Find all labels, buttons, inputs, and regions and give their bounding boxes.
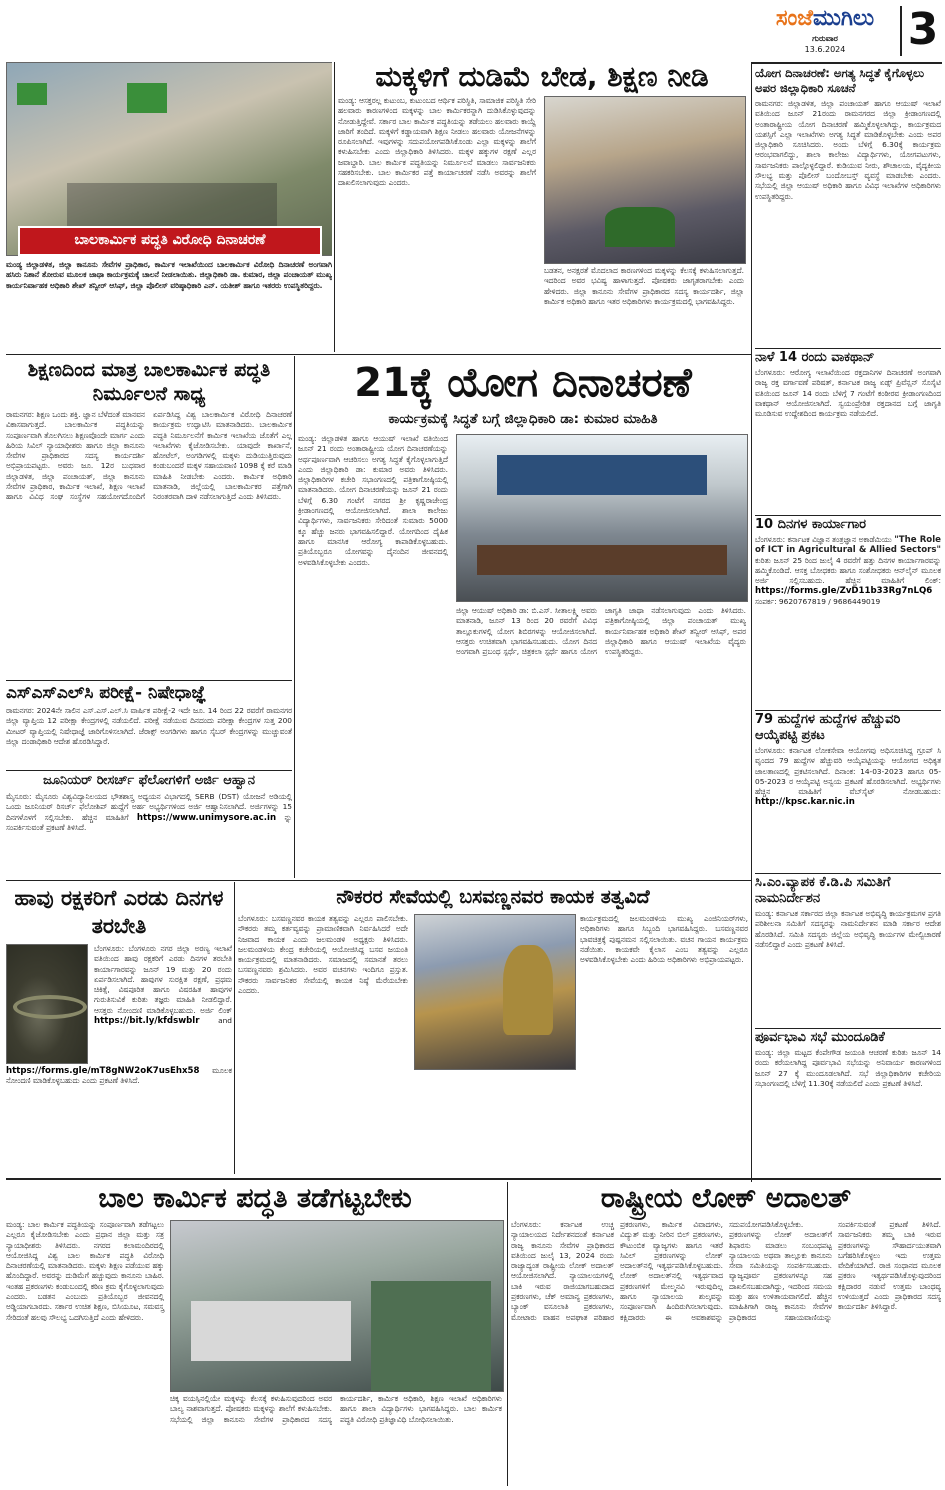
- body-left: ಬೆಂಗಳೂರು: ಬಸವಣ್ಣನವರ ಕಾಯಕ ತತ್ವವನ್ನು ಎಲ್ಲರೂ ಪಾಲಿಸಬೇಕು. ನೌಕರರು ತಮ್ಮ ಕರ್ತವ್ಯವನ್ನು ಪ್ರಾಮಾಣಿಕವಾಗಿ ನಿರ್ವಹಿಸಿದರೆ ಅದೇ ನಿಜವಾದ ಕಾಯಕ ಎಂದು ಜಲಮಂಡಳಿ ಅಧ್ಯಕ್ಷರು ತಿಳಿಸಿದರು. ಜಲಮಂಡಳಿಯ ಕೇಂದ್ರ ಕಚೇರಿಯಲ್ಲಿ ಆಯೋಜಿಸಿದ್ದ ಬಸವ ಜಯಂತಿ ಕಾರ್ಯಕ್ರಮದಲ್ಲಿ ಮಾತನಾಡಿದರು. ಸಮಾಜದಲ್ಲಿ ಸಮಾನತೆ ತರಲು ಬಸವಣ್ಣನವರು ಶ್ರಮಿಸಿದರು. ಅವರ ವಚನಗಳು ಇಂದಿಗೂ ಪ್ರಸ್ತುತ. ನೌಕರರು ಸಾರ್ವಜನಿಕರ ಸೇವೆಯಲ್ಲಿ ಕಾಯಕ ನಿಷ್ಠೆ ಮೆರೆಯಬೇಕು ಎಂದರು.: [238, 914, 408, 996]
- body-after: ಕುರಿತು ಜೂನ್ 25 ರಿಂದ ಜುಲೈ 4 ರವರೆಗೆ ಹತ್ತು ದಿನಗಳ ಕಾರ್ಯಾಗಾರವನ್ನು ಹಮ್ಮಿಕೊಂಡಿದೆ. ಆಸಕ್ತ ಬೋಧಕರು ಹಾಗೂ ಸಂಶೋಧಕರು ಆನ್‌ಲೈನ್ ಮೂಲಕ ಅರ್ಜಿ ಸಲ್ಲಿಸಬಹುದು. ಹೆಚ್ಚಿನ ಮಾಹಿತಿಗೆ ಲಿಂಕ್:: [755, 555, 941, 586]
- contact: ಸಂಪರ್ಕ: 9620767819 / 9686449019: [755, 596, 881, 606]
- body-after: ಮೂಲಕ ನೋಂದಣಿ ಮಾಡಿಕೊಳ್ಳಬಹುದು ಎಂದು ಪ್ರಕಟಣೆ ತಿಳಿಸಿದೆ.: [6, 1066, 232, 1086]
- body-right: ಚಿಕ್ಕ ವಯಸ್ಸಿನಲ್ಲಿಯೇ ಮಕ್ಕಳನ್ನು ಕೆಲಸಕ್ಕೆ ಕಳುಹಿಸುವುದರಿಂದ ಅವರ ಬಾಲ್ಯ ನಾಶವಾಗುತ್ತದೆ. ಪೋಷಕರು ಮಕ್ಕಳನ್ನು ಶಾಲೆಗೆ ಕಳುಹಿಸಬೇಕು. ಸಭೆಯಲ್ಲಿ ಜಿಲ್ಲಾ ಕಾನೂನು ಸೇವೆಗಳ ಪ್ರಾಧಿಕಾರದ ಸದಸ್ಯ ಕಾರ್ಯದರ್ಶಿ, ಕಾರ್ಮಿಕ ಅಧಿಕಾರಿ, ಶಿಕ್ಷಣ ಇಲಾಖೆ ಅಧಿಕಾರಿಗಳು ಹಾಗೂ ಶಾಲಾ ವಿದ್ಯಾರ್ಥಿಗಳು ಭಾಗವಹಿಸಿದ್ದರು. ಬಾಲ ಕಾರ್ಮಿಕ ಪದ್ಧತಿ ವಿರೋಧಿ ಪ್ರತಿಜ್ಞಾವಿಧಿ ಬೋಧಿಸಲಾಯಿತು.: [170, 1394, 502, 1424]
- body: ರಾಮನಗರ: 2024ನೇ ಸಾಲಿನ ಎಸ್.ಎಸ್.ಎಲ್.ಸಿ ವಾರ್ಷಿಕ ಪರೀಕ್ಷೆ-2 ಇದೇ ಜೂ. 14 ರಿಂದ 22 ರವರೆಗೆ ರಾಮನಗರ ಜಿಲ್ಲಾ ವ್ಯಾಪ್ತಿಯ 12 ಪರೀಕ್ಷಾ ಕೇಂದ್ರಗಳಲ್ಲಿ ನಡೆಯಲಿದೆ. ಪರೀಕ್ಷೆ ನಡೆಯುವ ದಿನದಂದು ಪರೀಕ್ಷಾ ಕೇಂದ್ರಗಳ ಸುತ್ತ 200 ಮೀಟರ್ ವ್ಯಾಪ್ತಿಯಲ್ಲಿ ನಿಷೇಧಾಜ್ಞೆ ಜಾರಿಗೊಳಿಸಲಾಗಿದೆ. ಜೆರಾಕ್ಸ್ ಅಂಗಡಿಗಳು ಹಾಗೂ ಸೈಬರ್ ಕೇಂದ್ರಗಳನ್ನು ಮುಚ್ಚುವಂತೆ ಜಿಲ್ಲಾ ದಂಡಾಧಿಕಾರಿ ಆದೇಶ ಹೊರಡಿಸಿದ್ದಾರೆ.: [6, 706, 292, 746]
- story-research-fellow: [6, 772, 292, 876]
- headline: 10 ದಿನಗಳ ಕಾರ್ಯಾಗಾರ: [755, 517, 867, 532]
- headline: ಪೂರ್ವಭಾವಿ ಸಭೆ ಮುಂದೂಡಿಕೆ: [755, 1030, 885, 1045]
- headline: ಹಾವು ರಕ್ಷಕರಿಗೆ ಎರಡು ದಿನಗಳ ತರಬೇತಿ: [14, 886, 224, 938]
- body-after: ನ್ನು ಸಂಪರ್ಕಿಸುವಂತೆ ಪ್ರಕಟಣೆ ತಿಳಿಸಿದೆ.: [6, 812, 292, 832]
- snake-link-1[interactable]: https://bit.ly/kfdswblr: [94, 1016, 200, 1027]
- top-left-body: ಮಂಡ್ಯ ಜಿಲ್ಲಾಡಳಿತ, ಜಿಲ್ಲಾ ಕಾನೂನು ಸೇವೆಗಳ ಪ್ರಾಧಿಕಾರ, ಕಾರ್ಮಿಕ ಇಲಾಖೆಯಿಂದ ಬಾಲಕಾರ್ಮಿಕ ವಿರೋಧಿ ದಿನಾಚರಣೆ ಅಂಗವಾಗಿ ಹಸಿರು ನಿಶಾನೆ ತೋರುವ ಮೂಲಕ ಜಾಥಾ ಕಾರ್ಯಕ್ರಮಕ್ಕೆ ಚಾಲನೆ ನೀಡಲಾಯಿತು. ಜಿಲ್ಲಾಧಿಕಾರಿ ಡಾ. ಕುಮಾರ, ಜಿಲ್ಲಾ ಪಂಚಾಯತ್ ಮುಖ್ಯ ಕಾರ್ಯನಿರ್ವಾಹಕ ಅಧಿಕಾರಿ ಶೇಖ್ ತನ್ವೀರ್ ಆಸಿಫ್, ಜಿಲ್ಲಾ ಪೊಲೀಸ್ ವರಿಷ್ಠಾಧಿಕಾರಿ ಎನ್. ಯತೀಶ್ ಹಾಗೂ ಇತರರು ಉಪಸ್ಥಿತರಿದ್ದರು.: [6, 260, 332, 290]
- body: ಬೆಂಗಳೂರು: ಕರ್ನಾಟಕ ಉಚ್ಚ ನ್ಯಾಯಾಲಯದ ನಿರ್ದೇಶನದಂತೆ ಕರ್ನಾಟಕ ರಾಜ್ಯ ಕಾನೂನು ಸೇವೆಗಳ ಪ್ರಾಧಿಕಾರದ ವತಿಯಿಂದ ಜುಲೈ 13, 2024 ರಂದು ರಾಜ್ಯಾದ್ಯಂತ ರಾಷ್ಟ್ರೀಯ ಲೋಕ್ ಅದಾಲತ್ ಆಯೋಜಿಸಲಾಗಿದೆ. ನ್ಯಾಯಾಲಯಗಳಲ್ಲಿ ಬಾಕಿ ಇರುವ ರಾಜಿಯಾಗಬಹುದಾದ ಪ್ರಕರಣಗಳು, ಚೆಕ್ ಅಮಾನ್ಯ ಪ್ರಕರಣಗಳು, ಬ್ಯಾಂಕ್ ವಸೂಲಾತಿ ಪ್ರಕರಣಗಳು, ಮೋಟಾರು ವಾಹನ ಅಪಘಾತ ಪರಿಹಾರ ಪ್ರಕರಣಗಳು, ಕಾರ್ಮಿಕ ವಿವಾದಗಳು, ವಿದ್ಯುತ್ ಮತ್ತು ನೀರಿನ ಬಿಲ್ ಪ್ರಕರಣಗಳು, ಕೌಟುಂಬಿಕ ವ್ಯಾಜ್ಯಗಳು ಹಾಗೂ ಇತರೆ ಸಿವಿಲ್ ಪ್ರಕರಣಗಳನ್ನು ಲೋಕ್ ಅದಾಲತ್‌ನಲ್ಲಿ ಇತ್ಯರ್ಥಪಡಿಸಿಕೊಳ್ಳಬಹುದು. ಲೋಕ್ ಅದಾಲತ್‌ನಲ್ಲಿ ಇತ್ಯರ್ಥವಾದ ಪ್ರಕರಣಗಳಿಗೆ ಮೇಲ್ಮನವಿ ಇರುವುದಿಲ್ಲ ಹಾಗೂ ನ್ಯಾಯಾಲಯ ಶುಲ್ಕವನ್ನು ಸಂಪೂರ್ಣವಾಗಿ ಹಿಂದಿರುಗಿಸಲಾಗುವುದು. ಕಕ್ಷಿದಾರರು ಈ ಅವಕಾಶವನ್ನು ಸದುಪಯೋಗಪಡಿಸಿಕೊಳ್ಳಬೇಕು. ಪ್ರಕರಣಗಳನ್ನು ಲೋಕ್ ಅದಾಲತ್‌ಗೆ ಶಿಫಾರಸು ಮಾಡಲು ಸಂಬಂಧಪಟ್ಟ ನ್ಯಾಯಾಲಯ ಅಥವಾ ತಾಲ್ಲೂಕು ಕಾನೂನು ಸೇವಾ ಸಮಿತಿಯನ್ನು ಸಂಪರ್ಕಿಸಬಹುದು. ವ್ಯಾಜ್ಯಪೂರ್ವ ಪ್ರಕರಣಗಳನ್ನೂ ಸಹ ದಾಖಲಿಸಬಹುದಾಗಿದ್ದು, ಇದರಿಂದ ಸಮಯ ಮತ್ತು ಹಣ ಉಳಿತಾಯವಾಗಲಿದೆ. ಹೆಚ್ಚಿನ ಮಾಹಿತಿಗಾಗಿ ರಾಜ್ಯ ಕಾನೂನು ಸೇವೆಗಳ ಪ್ರಾಧಿಕಾರದ ಸಹಾಯವಾಣಿಯನ್ನು ಸಂಪರ್ಕಿಸುವಂತೆ ಪ್ರಕಟಣೆ ತಿಳಿಸಿದೆ. ಸಾರ್ವಜನಿಕರು ತಮ್ಮ ಬಾಕಿ ಇರುವ ಪ್ರಕರಣಗಳನ್ನು ಸೌಹಾರ್ದಯುತವಾಗಿ ಬಗೆಹರಿಸಿಕೊಳ್ಳಲು ಇದು ಉತ್ತಮ ವೇದಿಕೆಯಾಗಿದೆ. ರಾಜಿ ಸಂಧಾನದ ಮೂಲಕ ಪ್ರಕರಣ ಇತ್ಯರ್ಥಪಡಿಸಿಕೊಳ್ಳುವುದರಿಂದ ಕಕ್ಷಿದಾರರ ನಡುವೆ ಉತ್ತಮ ಬಾಂಧವ್ಯ ಉಳಿಯುತ್ತದೆ ಎಂದು ಪ್ರಾಧಿಕಾರದ ಸದಸ್ಯ ಕಾರ್ಯದರ್ಶಿ ತಿಳಿಸಿದ್ದಾರೆ.: [511, 1220, 941, 1322]
- story-yoga-dc-meeting: [755, 66, 941, 346]
- snake-photo: [6, 944, 88, 1064]
- headline: ಯೋಗ ದಿನಾಚರಣೆ: ಅಗತ್ಯ ಸಿದ್ಧತೆ ಕೈಗೊಳ್ಳಲು ಅಪರ ಜಿಲ್ಲಾಧಿಕಾರಿ ಸೂಚನೆ: [755, 66, 925, 95]
- story-basavanna: [238, 884, 748, 1174]
- body-right: ಬಡತನ, ಅನಕ್ಷರತೆ ಮೊದಲಾದ ಕಾರಣಗಳಿಂದ ಮಕ್ಕಳನ್ನು ಕೆಲಸಕ್ಕೆ ಕಳುಹಿಸಲಾಗುತ್ತದೆ. ಇದರಿಂದ ಅವರ ಭವಿಷ್ಯ ಹಾಳಾಗುತ್ತದೆ. ಪೋಷಕರು ಜಾಗೃತರಾಗಬೇಕು ಎಂದು ಹೇಳಿದರು. ಜಿಲ್ಲಾ ಕಾನೂನು ಸೇವೆಗಳ ಪ್ರಾಧಿಕಾರದ ಸದಸ್ಯ ಕಾರ್ಯದರ್ಶಿ, ಜಿಲ್ಲಾ ಕಾರ್ಮಿಕ ಅಧಿಕಾರಿ ಹಾಗೂ ಇತರ ಅಧಿಕಾರಿಗಳು ಕಾರ್ಯಕ್ರಮದಲ್ಲಿ ಭಾಗವಹಿಸಿದ್ದರು.: [544, 266, 744, 306]
- story-photo: [544, 96, 746, 264]
- body-text: ಬೆಂಗಳೂರು: ಬೆಂಗಳೂರು ನಗರ ಜಿಲ್ಲಾ ಅರಣ್ಯ ಇಲಾಖೆ ವತಿಯಿಂದ ಹಾವು ರಕ್ಷಕರಿಗೆ ಎರಡು ದಿನಗಳ ತರಬೇತಿ ಕಾರ್ಯಾಗಾರವನ್ನು ಜೂನ್ 19 ಮತ್ತು 20 ರಂದು ಏರ್ಪಡಿಸಲಾಗಿದೆ. ಹಾವುಗಳ ಸುರಕ್ಷಿತ ರಕ್ಷಣೆ, ಪ್ರಥಮ ಚಿಕಿತ್ಸೆ, ವಿಷಪೂರಿತ ಹಾಗೂ ವಿಷರಹಿತ ಹಾವುಗಳ ಗುರುತಿಸುವಿಕೆ ಕುರಿತು ತಜ್ಞರು ಮಾಹಿತಿ ನೀಡಲಿದ್ದಾರೆ. ಆಸಕ್ತರು ನೋಂದಣಿ ಮಾಡಿಕೊಳ್ಳಬಹುದು. ಅರ್ಜಿ ಲಿಂಕ್: [94, 944, 232, 1015]
- body-left: ಮಂಡ್ಯ: ಆಸಕ್ತರಲ್ಲ ಕುಟುಂಬ, ಕುಟುಂಬದ ಆರ್ಥಿಕ ಪರಿಸ್ಥಿತಿ, ಸಾಮಾಜಿಕ ಪರಿಸ್ಥಿತಿ ಸೇರಿ ಹಲವಾರು ಕಾರಣಗಳಿಂದ ಮಕ್ಕಳನ್ನು ಬಾಲ ಕಾರ್ಮಿಕರನ್ನಾಗಿ ದುಡಿಸಿಕೊಳ್ಳುವುದನ್ನು ನೋಡುತ್ತಿದ್ದೇವೆ. ಸರ್ಕಾರ ಬಾಲ ಕಾರ್ಮಿಕ ಪದ್ಧತಿಯನ್ನು ತಡೆಯಲು ಹಲವಾರು ಕಾಯ್ದೆ ಜಾರಿಗೆ ತಂದಿದೆ. ಮಕ್ಕಳಿಗೆ ಕಡ್ಡಾಯವಾಗಿ ಶಿಕ್ಷಣ ನೀಡಲು ಹಲವಾರು ಯೋಜನೆಗಳನ್ನು ರೂಪಿಸಲಾಗಿದೆ. ಇವುಗಳನ್ನು ಸದುಪಯೋಗಪಡಿಸಿಕೊಂಡು ಎಲ್ಲಾ ಮಕ್ಕಳನ್ನು ಶಾಲೆಗೆ ಕಳುಹಿಸಬೇಕು ಎಂದು ಜಿಲ್ಲಾಧಿಕಾರಿ ತಿಳಿಸಿದರು. ಮಕ್ಕಳ ಹಕ್ಕುಗಳ ರಕ್ಷಣೆ ಎಲ್ಲರ ಜವಾಬ್ದಾರಿ. ಬಾಲ ಕಾರ್ಮಿಕ ಪದ್ಧತಿಯನ್ನು ನಿರ್ಮೂಲನೆ ಮಾಡಲು ಸಾರ್ವಜನಿಕರು ಸಹಕರಿಸಬೇಕು. ಬಾಲ ಕಾರ್ಮಿಕರ ಪತ್ತೆ ಕಾರ್ಯಾಚರಣೆ ನಡೆಸಿ ಅವರನ್ನು ಶಾಲೆಗೆ ದಾಖಲಿಸಲಾಗುವುದು ಎಂದರು.: [338, 96, 536, 188]
- basavanna-photo: [414, 914, 576, 1070]
- body-before: ಬೆಂಗಳೂರು: ಕರ್ನಾಟಕ ವಿಜ್ಞಾನ ತಂತ್ರಜ್ಞಾನ ಅಕಾಡೆಮಿಯು: [755, 535, 892, 544]
- press-meet-photo: [456, 434, 748, 602]
- story-sslc: [6, 682, 292, 768]
- body-right: ಜಿಲ್ಲಾ ಆಯುಷ್ ಅಧಿಕಾರಿ ಡಾ: ಬಿ.ಎಸ್. ಸೀತಾಲಕ್ಷ್ಮಿ ಅವರು ಮಾತನಾಡಿ, ಜೂನ್ 13 ರಿಂದ 20 ರವರೆಗೆ ವಿವಿಧ ತಾಲ್ಲೂಕುಗಳಲ್ಲಿ ಯೋಗ ಶಿಬಿರಗಳನ್ನು ಆಯೋಜಿಸಲಾಗಿದೆ. ಆಸಕ್ತರು ಉಚಿತವಾಗಿ ಭಾಗವಹಿಸಬಹುದು. ಯೋಗ ದಿನದ ಅಂಗವಾಗಿ ಪ್ರಬಂಧ ಸ್ಪರ್ಧೆ, ಚಿತ್ರಕಲಾ ಸ್ಪರ್ಧೆ ಹಾಗೂ ಯೋಗ ಜಾಗೃತಿ ಜಾಥಾ ನಡೆಸಲಾಗುವುದು ಎಂದು ತಿಳಿಸಿದರು. ಪತ್ರಿಕಾಗೋಷ್ಠಿಯಲ್ಲಿ ಜಿಲ್ಲಾ ಪಂಚಾಯತ್ ಮುಖ್ಯ ಕಾರ್ಯನಿರ್ವಾಹಕ ಅಧಿಕಾರಿ ಶೇಖ್ ತನ್ವೀರ್ ಆಸಿಫ್, ಅಪರ ಜಿಲ್ಲಾಧಿಕಾರಿ ಹಾಗೂ ಆಯುಷ್ ಇಲಾಖೆಯ ವೈದ್ಯರು ಉಪಸ್ಥಿತರಿದ್ದರು.: [456, 606, 746, 657]
- body-left: ಮಂಡ್ಯ: ಜಿಲ್ಲಾಡಳಿತ ಹಾಗೂ ಆಯುಷ್ ಇಲಾಖೆ ವತಿಯಿಂದ ಜೂನ್ 21 ರಂದು ಅಂತಾರಾಷ್ಟ್ರೀಯ ಯೋಗ ದಿನಾಚರಣೆಯನ್ನು ಅರ್ಥಪೂರ್ಣವಾಗಿ ಆಚರಿಸಲು ಅಗತ್ಯ ಸಿದ್ಧತೆ ಕೈಗೊಳ್ಳಲಾಗುತ್ತಿದೆ ಎಂದು ಜಿಲ್ಲಾಧಿಕಾರಿ ಡಾ: ಕುಮಾರ ಅವರು ತಿಳಿಸಿದರು. ಜಿಲ್ಲಾಧಿಕಾರಿಗಳ ಕಚೇರಿ ಸಭಾಂಗಣದಲ್ಲಿ ಪತ್ರಿಕಾಗೋಷ್ಠಿಯಲ್ಲಿ ಮಾತನಾಡಿದರು. ಯೋಗ ದಿನಾಚರಣೆಯನ್ನು ಜೂನ್ 21 ರಂದು ಬೆಳಿಗ್ಗೆ 6.30 ಗಂಟೆಗೆ ನಗರದ ಶ್ರೀ ಕೃಷ್ಣರಾಜೇಂದ್ರ ಕ್ರೀಡಾಂಗಣದಲ್ಲಿ ಆಯೋಜಿಸಲಾಗಿದೆ. ಶಾಲಾ ಕಾಲೇಜು ವಿದ್ಯಾರ್ಥಿಗಳು, ಸಾರ್ವಜನಿಕರು ಸೇರಿದಂತೆ ಸುಮಾರು 5000 ಕ್ಕೂ ಹೆಚ್ಚು ಜನರು ಭಾಗವಹಿಸಲಿದ್ದಾರೆ. ಯೋಗದಿಂದ ದೈಹಿಕ ಹಾಗೂ ಮಾನಸಿಕ ಆರೋಗ್ಯ ಕಾಪಾಡಿಕೊಳ್ಳಬಹುದು. ಪ್ರತಿಯೊಬ್ಬರೂ ಯೋಗವನ್ನು ದೈನಂದಿನ ಜೀವನದಲ್ಲಿ ಅಳವಡಿಸಿಕೊಳ್ಳಬೇಕು ಎಂದರು.: [298, 434, 448, 567]
- body: ರಾಮನಗರ: ಶಿಕ್ಷಣ ಒಂದು ಶಕ್ತಿ. ಜ್ಞಾನ ಬೆಳೆದಂತೆ ಮಾನವನ ವಿಕಾಸವಾಗುತ್ತದೆ. ಬಾಲಕಾರ್ಮಿಕ ಪದ್ಧತಿಯನ್ನು ಸಂಪೂರ್ಣವಾಗಿ ತೊಲಗಿಸಲು ಶಿಕ್ಷಣವೊಂದೇ ಮಾರ್ಗ ಎಂದು ಹಿರಿಯ ಸಿವಿಲ್ ನ್ಯಾಯಾಧೀಶರು ಹಾಗೂ ಜಿಲ್ಲಾ ಕಾನೂನು ಸೇವೆಗಳ ಪ್ರಾಧಿಕಾರದ ಸದಸ್ಯ ಕಾರ್ಯದರ್ಶಿ ಅಭಿಪ್ರಾಯಪಟ್ಟರು. ಅವರು ಜೂ. 12ರ ಬುಧವಾರ ಜಿಲ್ಲಾಡಳಿತ, ಜಿಲ್ಲಾ ಪಂಚಾಯತ್, ಜಿಲ್ಲಾ ಕಾನೂನು ಸೇವೆಗಳ ಪ್ರಾಧಿಕಾರ, ಕಾರ್ಮಿಕ ಇಲಾಖೆ, ಶಿಕ್ಷಣ ಇಲಾಖೆ ಹಾಗೂ ವಿವಿಧ ಸಂಘ ಸಂಸ್ಥೆಗಳ ಸಹಯೋಗದೊಂದಿಗೆ ಏರ್ಪಡಿಸಿದ್ದ ವಿಶ್ವ ಬಾಲಕಾರ್ಮಿಕ ವಿರೋಧಿ ದಿನಾಚರಣೆ ಕಾರ್ಯಕ್ರಮ ಉದ್ಘಾಟಿಸಿ ಮಾತನಾಡಿದರು. ಬಾಲಕಾರ್ಮಿಕ ಪದ್ಧತಿ ನಿರ್ಮೂಲನೆಗೆ ಕಾರ್ಮಿಕ ಇಲಾಖೆಯ ಜೊತೆಗೆ ಎಲ್ಲ ಇಲಾಖೆಗಳು ಕೈಜೋಡಿಸಬೇಕು. ಯಾವುದೇ ಕಾರ್ಖಾನೆ, ಹೋಟೆಲ್, ಅಂಗಡಿಗಳಲ್ಲಿ ಮಕ್ಕಳು ದುಡಿಯುತ್ತಿರುವುದು ಕಂಡುಬಂದರೆ ಮಕ್ಕಳ ಸಹಾಯವಾಣಿ 1098 ಕ್ಕೆ ಕರೆ ಮಾಡಿ ಮಾಹಿತಿ ನೀಡಬೇಕು ಎಂದರು. ಕಾರ್ಮಿಕ ಅಧಿಕಾರಿ ಮಾತನಾಡಿ, ಜಿಲ್ಲೆಯಲ್ಲಿ ಬಾಲಕಾರ್ಮಿಕರ ಪತ್ತೆಗಾಗಿ ನಿರಂತರವಾಗಿ ದಾಳಿ ನಡೆಸಲಾಗುತ್ತಿದೆ ಎಂದು ತಿಳಿಸಿದರು.: [6, 410, 292, 502]
- body: ರಾಮನಗರ: ಜಿಲ್ಲಾಡಳಿತ, ಜಿಲ್ಲಾ ಪಂಚಾಯತ್ ಹಾಗೂ ಆಯುಷ್ ಇಲಾಖೆ ವತಿಯಿಂದ ಜೂನ್ 21ರಂದು ರಾಮನಗರದ ಜಿಲ್ಲಾ ಕ್ರೀಡಾಂಗಣದಲ್ಲಿ ಅಂತಾರಾಷ್ಟ್ರೀಯ ಯೋಗ ದಿನಾಚರಣೆ ಹಮ್ಮಿಕೊಳ್ಳಲಾಗಿದ್ದು, ಕಾರ್ಯಕ್ರಮದ ಯಶಸ್ಸಿಗೆ ಎಲ್ಲಾ ಇಲಾಖೆಗಳು ಅಗತ್ಯ ಸಿದ್ಧತೆ ಮಾಡಿಕೊಳ್ಳಬೇಕು ಎಂದು ಅಪರ ಜಿಲ್ಲಾಧಿಕಾರಿ ಸೂಚಿಸಿದರು. ಅಂದು ಬೆಳಿಗ್ಗೆ 6.30ಕ್ಕೆ ಕಾರ್ಯಕ್ರಮ ಆರಂಭವಾಗಲಿದ್ದು, ಶಾಲಾ ಕಾಲೇಜು ವಿದ್ಯಾರ್ಥಿಗಳು, ಯೋಗಪಟುಗಳು, ಸಾರ್ವಜನಿಕರು ಪಾಲ್ಗೊಳ್ಳಲಿದ್ದಾರೆ. ಕುಡಿಯುವ ನೀರು, ಶೌಚಾಲಯ, ವೈದ್ಯಕೀಯ ಸೌಲಭ್ಯ ಮತ್ತು ಪೊಲೀಸ್ ಬಂದೋಬಸ್ತ್ ವ್ಯವಸ್ಥೆ ಮಾಡಬೇಕು ಎಂದರು. ಸಭೆಯಲ್ಲಿ ಜಿಲ್ಲಾ ಆಯುಷ್ ಅಧಿಕಾರಿ ಹಾಗೂ ವಿವಿಧ ಇಲಾಖೆಗಳ ಅಧಿಕಾರಿಗಳು ಉಪಸ್ಥಿತರಿದ್ದರು.: [755, 99, 941, 201]
- story-workshop: [755, 517, 941, 709]
- headline: 79 ಹುದ್ದೆಗಳ ಹುದ್ದೆಗಳ ಹೆಚ್ಚುವರಿ ಆಯ್ಕೆಪಟ್ಟಿ ಪ್ರಕಟ: [755, 712, 901, 743]
- body: ಮಂಡ್ಯ: ಜಿಲ್ಲಾ ಮಟ್ಟದ ಕೆಂಪೇಗೌಡ ಜಯಂತಿ ಆಚರಣೆ ಕುರಿತು ಜೂನ್ 14 ರಂದು ಕರೆಯಲಾಗಿದ್ದ ಪೂರ್ವಭಾವಿ ಸಭೆಯನ್ನು ಅನಿವಾರ್ಯ ಕಾರಣಗಳಿಂದ ಜೂನ್ 27 ಕ್ಕೆ ಮುಂದೂಡಲಾಗಿದೆ. ಸಭೆ ಜಿಲ್ಲಾಧಿಕಾರಿಗಳ ಕಚೇರಿಯ ಸಭಾಂಗಣದಲ್ಲಿ ಬೆಳಿಗ್ಗೆ 11.30ಕ್ಕೆ ನಡೆಯಲಿದೆ ಎಂದು ಪ್ರಕಟಣೆ ತಿಳಿಸಿದೆ.: [755, 1048, 941, 1088]
- top-left-story: [6, 62, 332, 352]
- logo-part2: ಮುಗಿಲು: [812, 6, 875, 31]
- photo-caption: ಬಾಲಕಾರ್ಮಿಕ ಪದ್ಧತಿ ವಿರೋಧಿ ದಿನಾಚರಣೆ: [18, 226, 322, 256]
- school-event-photo: [170, 1220, 504, 1392]
- snake-link-2[interactable]: https://forms.gle/mT8gNW2oK7usEhx58: [6, 1066, 200, 1076]
- kpsc-link[interactable]: http://kpsc.kar.nic.in: [755, 797, 855, 808]
- logo-part1: ಸಂಜೆ: [775, 6, 813, 31]
- body-text: ಮೈಸೂರು: ಮೈಸೂರು ವಿಶ್ವವಿದ್ಯಾನಿಲಯದ ಭೌತಶಾಸ್ತ್ರ ಅಧ್ಯಯನ ವಿಭಾಗದಲ್ಲಿ SERB (DST) ಯೋಜನೆ ಅಡಿಯಲ್ಲಿ ಒಂದು ಜೂನಿಯರ್ ರಿಸರ್ಚ್ ಫೆಲೋಶಿಪ್ ಹುದ್ದೆಗೆ ಅರ್ಹ ಅಭ್ಯರ್ಥಿಗಳಿಂದ ಅರ್ಜಿ ಆಹ್ವಾನಿಸಲಾಗಿದೆ. ಅರ್ಜಿಗಳನ್ನು 15 ದಿನಗಳೊಳಗೆ ಸಲ್ಲಿಸಬೇಕು. ಹೆಚ್ಚಿನ ಮಾಹಿತಿಗೆ: [6, 792, 292, 822]
- body: [6, 792, 292, 833]
- story-lok-adalat: [511, 1182, 941, 1486]
- story-stop-child-labour: [6, 1182, 504, 1486]
- headline: ಜೂನಿಯರ್ ರೀಸರ್ಚ್ ಫೆಲೋಗಳಿಗೆ ಅರ್ಜಿ ಆಹ್ವಾನ: [43, 773, 255, 788]
- headline: ನಾಳೆ 14 ರಂದು ವಾಕಥಾನ್: [755, 350, 875, 365]
- headline: ಬಾಲ ಕಾರ್ಮಿಕ ಪದ್ಧತಿ ತಡೆಗಟ್ಟಬೇಕು: [98, 1183, 412, 1214]
- masthead-day: ಗುರುವಾರ: [812, 34, 838, 43]
- page-number: 3: [907, 4, 939, 55]
- headline: ಶಿಕ್ಷಣದಿಂದ ಮಾತ್ರ ಬಾಲಕಾರ್ಮಿಕ ಪದ್ಧತಿ ನಿರ್ಮೂಲನೆ ಸಾಧ್ಯ: [27, 359, 271, 405]
- body: [755, 746, 941, 808]
- headline: ಮಕ್ಕಳಿಗೆ ದುಡಿಮೆ ಬೇಡ, ಶಿಕ್ಷಣ ನೀಡಿ: [375, 62, 709, 93]
- body: [755, 535, 941, 607]
- body: [6, 944, 232, 1174]
- english-title: "The Role of ICT in Agricultural & Allied Sectors": [755, 535, 941, 556]
- story-walkathon: [755, 350, 941, 514]
- headline: 21ಕ್ಕೆ ಯೋಗ ದಿನಾಚರಣೆ: [354, 360, 692, 406]
- body: ಮಂಡ್ಯ: ಕರ್ನಾಟಕ ಸರ್ಕಾರದ ಜಿಲ್ಲಾ ಕರ್ನಾಟಕ ಅಭಿವೃದ್ಧಿ ಕಾರ್ಯಕ್ರಮಗಳ ಪ್ರಗತಿ ಪರಿಶೀಲನಾ ಸಮಿತಿಗೆ ಸದಸ್ಯರನ್ನು ನಾಮನಿರ್ದೇಶನ ಮಾಡಿ ಸರ್ಕಾರ ಆದೇಶ ಹೊರಡಿಸಿದೆ. ಸಮಿತಿ ಸದಸ್ಯರು ಜಿಲ್ಲೆಯ ಅಭಿವೃದ್ಧಿ ಕಾರ್ಯಗಳ ಮೇಲ್ವಿಚಾರಣೆ ನಡೆಸಲಿದ್ದಾರೆ ಎಂದು ಪ್ರಕಟಣೆ ತಿಳಿಸಿದೆ.: [755, 909, 941, 949]
- workshop-link[interactable]: https://forms.gle/ZvD11b33Rg7nLQ6: [755, 586, 933, 597]
- story-snake: [6, 884, 232, 1174]
- headline: ರಾಷ್ಟ್ರೀಯ ಲೋಕ್ ಅದಾಲತ್: [600, 1183, 852, 1214]
- story-education-only: [6, 358, 292, 678]
- body-left: ಮಂಡ್ಯ: ಬಾಲ ಕಾರ್ಮಿಕ ಪದ್ಧತಿಯನ್ನು ಸಂಪೂರ್ಣವಾಗಿ ತಡೆಗಟ್ಟಲು ಎಲ್ಲರೂ ಕೈಜೋಡಿಸಬೇಕು ಎಂದು ಪ್ರಧಾನ ಜಿಲ್ಲಾ ಮತ್ತು ಸತ್ರ ನ್ಯಾಯಾಧೀಶರು ತಿಳಿಸಿದರು. ನಗರದ ಕಲಾಮಂದಿರದಲ್ಲಿ ಆಯೋಜಿಸಿದ್ದ ವಿಶ್ವ ಬಾಲ ಕಾರ್ಮಿಕ ಪದ್ಧತಿ ವಿರೋಧಿ ದಿನಾಚರಣೆಯಲ್ಲಿ ಮಾತನಾಡಿದರು. ಮಕ್ಕಳು ಶಿಕ್ಷಣ ಪಡೆಯುವ ಹಕ್ಕು ಹೊಂದಿದ್ದಾರೆ. ಅವರನ್ನು ದುಡಿಮೆಗೆ ಹಚ್ಚುವುದು ಕಾನೂನು ಬಾಹಿರ. ಇಂತಹ ಪ್ರಕರಣಗಳು ಕಂಡುಬಂದಲ್ಲಿ ಕಠಿಣ ಕ್ರಮ ಕೈಗೊಳ್ಳಲಾಗುವುದು ಎಂದರು. ಬಡತನ ಎಂಬುದು ಪ್ರತಿಯೊಬ್ಬರ ಜೀವನದಲ್ಲಿ ಅಡ್ಡಿಯಾಗಬಾರದು. ಸರ್ಕಾರ ಉಚಿತ ಶಿಕ್ಷಣ, ಬಿಸಿಯೂಟ, ಸಮವಸ್ತ್ರ ಸೇರಿದಂತೆ ಹಲವು ಸೌಲಭ್ಯ ಒದಗಿಸುತ್ತಿದೆ ಎಂದು ಹೇಳಿದರು.: [6, 1220, 164, 1322]
- body-right: ಕಾರ್ಯಕ್ರಮದಲ್ಲಿ ಜಲಮಂಡಳಿಯ ಮುಖ್ಯ ಎಂಜಿನಿಯರ್‌ಗಳು, ಅಧಿಕಾರಿಗಳು ಹಾಗೂ ಸಿಬ್ಬಂದಿ ಭಾಗವಹಿಸಿದ್ದರು. ಬಸವಣ್ಣನವರ ಭಾವಚಿತ್ರಕ್ಕೆ ಪುಷ್ಪನಮನ ಸಲ್ಲಿಸಲಾಯಿತು. ವಚನ ಗಾಯನ ಕಾರ್ಯಕ್ರಮ ನಡೆಯಿತು. ಕಾಯಕವೇ ಕೈಲಾಸ ಎಂಬ ತತ್ವವನ್ನು ಎಲ್ಲರೂ ಅಳವಡಿಸಿಕೊಳ್ಳಬೇಕು ಎಂದು ಹಿರಿಯ ಅಧಿಕಾರಿಗಳು ಅಭಿಪ್ರಾಯಪಟ್ಟರು.: [580, 914, 748, 965]
- masthead: [755, 4, 941, 60]
- headline: ನೌಕರರ ಸೇವೆಯಲ್ಲಿ ಬಸವಣ್ಣನವರ ಕಾಯಕ ತತ್ವವಿದೆ: [336, 886, 650, 908]
- story-nomination: [755, 875, 941, 1027]
- unimysore-link[interactable]: https://www.unimysore.ac.in: [136, 812, 277, 823]
- body: ಬೆಂಗಳೂರು: ಆರೋಗ್ಯ ಇಲಾಖೆಯಿಂದ ರಕ್ತದಾನಿಗಳ ದಿನಾಚರಣೆ ಅಂಗವಾಗಿ ರಾಜ್ಯ ರಕ್ತ ವರ್ಗಾವಣೆ ಪರಿಷತ್, ಕರ್ನಾಟಕ ರಾಜ್ಯ ಏಡ್ಸ್ ಪ್ರಿವೆನ್ಷನ್ ಸೊಸೈಟಿ ವತಿಯಿಂದ ಜೂನ್ 14 ರಂದು ಬೆಳಿಗ್ಗೆ 7 ಗಂಟೆಗೆ ಕಂಠೀರವ ಕ್ರೀಡಾಂಗಣದಿಂದ ವಾಕಥಾನ್ ಆಯೋಜಿಸಲಾಗಿದೆ. ಸ್ವಯಂಪ್ರೇರಿತ ರಕ್ತದಾನದ ಬಗ್ಗೆ ಜಾಗೃತಿ ಮೂಡಿಸುವ ಉದ್ದೇಶದಿಂದ ಕಾರ್ಯಕ್ರಮ ನಡೆಯಲಿದೆ.: [755, 368, 941, 419]
- and-word: and: [218, 1016, 232, 1026]
- story-pre-meeting: [755, 1030, 941, 1178]
- headline: ಎಸ್‌ಎಸ್‌ಎಲ್‌ಸಿ ಪರೀಕ್ಷೆ- ನಿಷೇಧಾಜ್ಞೆ: [6, 683, 207, 703]
- headline: ಸಿ.ಎಂ.ವ್ಯಾಪಕ ಕೆ.ಡಿ.ಪಿ ಸಮಿತಿಗೆ ನಾಮನಿರ್ದೇಶನ: [755, 875, 891, 906]
- subheadline: ಕಾರ್ಯಕ್ರಮಕ್ಕೆ ಸಿದ್ಧತೆ ಬಗ್ಗೆ ಜಿಲ್ಲಾಧಿಕಾರಿ ಡಾ: ಕುಮಾರ ಮಾಹಿತಿ: [388, 411, 658, 427]
- body-text: ಬೆಂಗಳೂರು: ಕರ್ನಾಟಕ ಲೋಕಸೇವಾ ಆಯೋಗವು ಅಧಿಸೂಚಿಸಿದ್ದ ಗ್ರೂಪ್ ಸಿ ವೃಂದದ 79 ಹುದ್ದೆಗಳ ಹೆಚ್ಚುವರಿ ಆಯ್ಕೆಪಟ್ಟಿಯನ್ನು ಆಯೋಗದ ಅಧಿಕೃತ ಜಾಲತಾಣದಲ್ಲಿ ಪ್ರಕಟಿಸಲಾಗಿದೆ. ದಿನಾಂಕ: 14-03-2023 ಹಾಗೂ 05-05-2023 ರ ಆಯ್ಕೆಪಟ್ಟಿ ಅನ್ವಯ ಪ್ರಕಟಣೆ ಹೊರಡಿಸಲಾಗಿದೆ. ಅಭ್ಯರ್ಥಿಗಳು ಹೆಚ್ಚಿನ ಮಾಹಿತಿಗೆ ವೆಬ್‌ಸೈಟ್ ನೋಡಬಹುದು:: [755, 746, 941, 797]
- masthead-date: 13.6.2024: [804, 45, 846, 54]
- masthead-logo: [755, 6, 895, 32]
- story-child-labour-education: [338, 62, 746, 352]
- story-yoga-day: [298, 358, 748, 878]
- story-kpsc: [755, 712, 941, 872]
